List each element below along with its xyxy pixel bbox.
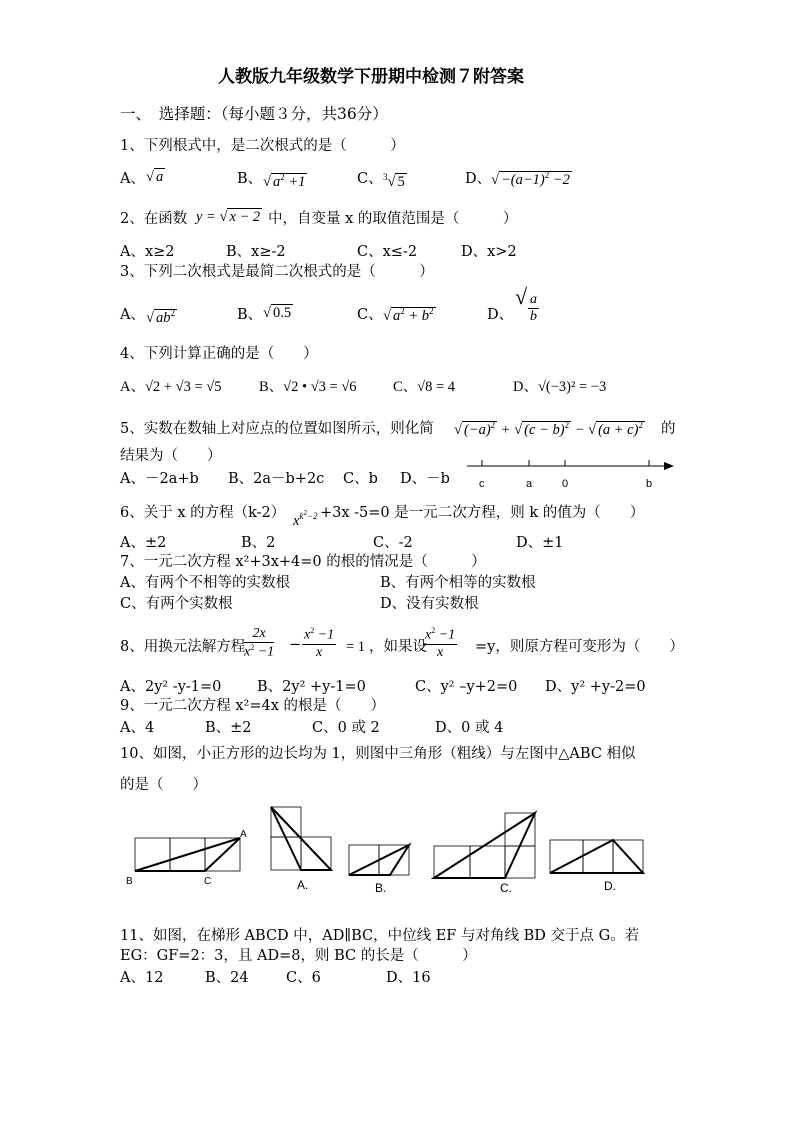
- q1-option-d-label: D、: [465, 171, 492, 187]
- axis-label-0: 0: [562, 478, 569, 490]
- q8-option-c: C、y² –y+2=0: [415, 679, 518, 695]
- q1-option-c-label: C、: [357, 171, 383, 187]
- q5-stem-pre: 5、实数在数轴上对应点的位置如图所示，则化简: [120, 421, 434, 437]
- q7-option-a: A、有两个不相等的实数根: [120, 575, 290, 591]
- q4-option-d: D、√(−3)² = −3: [513, 379, 607, 395]
- option-a-figure: [271, 807, 331, 870]
- q7-option-c: C、有两个实数根: [120, 596, 233, 612]
- q9-option-b: B、±2: [205, 720, 252, 736]
- axis-label-a: a: [526, 478, 533, 490]
- q5-stem-post: 的: [661, 421, 676, 437]
- q4-stem: 4、下列计算正确的是（ ）: [120, 346, 318, 362]
- q5-option-d: D、－b: [400, 471, 450, 487]
- q11-option-d: D、16: [386, 970, 431, 986]
- q9-option-c: C、0 或 2: [312, 720, 380, 736]
- q3-option-d-root: √: [515, 284, 528, 309]
- q11-option-b: B、24: [205, 970, 249, 986]
- q5-number-line: [462, 452, 682, 492]
- q2-option-d: D、x>2: [461, 244, 517, 260]
- q5-expression: √ $(-a)^2$ + √ $(c - b)^2$ − √ $(a + c)^2$: [454, 420, 643, 438]
- q3-option-c-expr: √ $a^2 + b^2$: [383, 306, 434, 324]
- q5-option-b: B、2a－b+2c: [228, 471, 325, 487]
- q6-stem-post: +3x -5=0 是一元二次方程，则 k 的值为（ ）: [320, 505, 645, 521]
- q3-option-a-label: A、: [120, 307, 145, 323]
- q3-option-b-expr: √ 0.5: [263, 305, 292, 321]
- option-d-label: D.: [604, 879, 616, 893]
- q1-option-b-label: B、: [237, 171, 263, 187]
- option-c-figure: [434, 813, 535, 878]
- option-c-label: C.: [500, 881, 512, 895]
- q8-fraction-1: $\frac{2x}{x^2 -1}$: [244, 626, 275, 660]
- q8-minus: −: [289, 637, 302, 653]
- q6-power: $x^{k^2-2}$: [293, 509, 318, 529]
- q4-option-a: A、√2 + √3 = √5: [120, 379, 222, 395]
- q8-equals-one: = 1: [346, 639, 366, 655]
- option-b-figure: [349, 845, 409, 875]
- q2-stem-post: 中，自变量 x 的取值范围是（ ）: [268, 211, 518, 227]
- q11-stem-line2: EG：GF=2：3，且 AD=8，则 BC 的长是（ ）: [120, 948, 477, 964]
- q4-option-c: C、√8 = 4: [393, 379, 456, 395]
- q2-option-a: A、x≥2: [120, 244, 175, 260]
- q7-option-d: D、没有实数根: [380, 596, 479, 612]
- option-a-label: A.: [297, 878, 309, 892]
- q3-option-b-label: B、: [237, 307, 263, 323]
- option-b-label: B.: [375, 881, 387, 895]
- q4-option-b: B、√2 • √3 = √6: [259, 379, 357, 395]
- q10-stem: 10、如图，小正方形的边长均为 1，则图中三角形（粗线）与左图中△ABC 相似: [120, 746, 636, 762]
- q6-stem-pre: 6、关于 x 的方程（k-2）: [120, 505, 286, 521]
- axis-label-c: c: [479, 478, 485, 490]
- q8-stem-pre: 8、用换元法解方程: [120, 639, 246, 655]
- q1-option-c-expr: $^3$√ 5: [383, 172, 405, 190]
- q3-stem: 3、下列二次根式是最简二次根式的是（ ）: [120, 264, 434, 280]
- q3-option-a-expr: √ $ab^2$: [146, 308, 175, 326]
- q2-stem-pre: 2、在函数: [120, 211, 188, 227]
- q3-option-d-fraction: $\frac{a}{b}$: [530, 292, 537, 324]
- q8-fraction-2: $\frac{x^2 -1}{x}$: [304, 626, 335, 660]
- axis-label-b: b: [646, 478, 653, 490]
- q7-stem: 7、一元二次方程 x²+3x+4=0 的根的情况是（ ）: [120, 554, 486, 570]
- q1-stem: 1、下列根式中，是二次根式的是（ ）: [120, 138, 405, 154]
- q8-option-d: D、y² +y-2=0: [545, 679, 646, 695]
- q9-stem: 9、一元二次方程 x²=4x 的根是（ ）: [120, 698, 385, 714]
- q6-option-a: A、±2: [120, 535, 167, 551]
- q1-option-a-expr: √ a: [146, 169, 164, 185]
- section-heading: 一、 选择题：（每小题３分，共36分）: [120, 105, 388, 123]
- q2-function: y = √ x − 2: [196, 209, 261, 225]
- q11-option-c: C、6: [286, 970, 321, 986]
- triangle-abc-figure: [135, 838, 240, 871]
- q1-option-a-label: A、: [120, 171, 145, 187]
- q8-stem-mid: ，如果设: [369, 639, 427, 655]
- q5-option-a: A、－2a+b: [120, 471, 199, 487]
- q8-option-b: B、2y² +y-1=0: [257, 679, 366, 695]
- q10-stem-line2: 的是（ ）: [120, 777, 207, 793]
- option-d-figure: [550, 840, 643, 873]
- q11-option-a: A、12: [120, 970, 164, 986]
- q6-option-d: D、±1: [516, 535, 564, 551]
- q9-option-a: A、4: [120, 720, 155, 736]
- q6-option-b: B、2: [241, 535, 276, 551]
- q9-option-d: D、0 或 4: [435, 720, 504, 736]
- q11-stem: 11、如图，在梯形 ABCD 中，AD∥BC，中位线 EF 与对角线 BD 交于点 G。若: [120, 928, 640, 944]
- q1-option-b-expr: √ $a^2 +1$: [263, 172, 306, 190]
- page-title: 人教版九年级数学下册期中检测７附答案: [218, 67, 524, 87]
- q8-option-a: A、2y² -y-1=0: [120, 679, 222, 695]
- q2-option-c: C、x≤-2: [357, 244, 418, 260]
- q1-option-d-expr: √ $-(a-1)^2 -2$: [491, 170, 570, 188]
- q5-option-c: C、b: [343, 471, 378, 487]
- vertex-b-label: B: [126, 876, 133, 887]
- q3-option-c-label: C、: [357, 307, 383, 323]
- q5-stem-line2: 结果为（ ）: [120, 448, 222, 464]
- q7-option-b: B、有两个相等的实数根: [380, 575, 536, 591]
- q6-option-c: C、-2: [373, 535, 413, 551]
- vertex-c-label: C: [204, 876, 212, 887]
- q8-substitution: $\frac{x^2 -1}{x}$: [425, 626, 456, 660]
- q10-similar-triangles-figure: [120, 800, 680, 900]
- vertex-a-label: A: [240, 829, 247, 840]
- q3-option-d-label: D、: [487, 307, 514, 323]
- q2-option-b: B、x≥-2: [226, 244, 286, 260]
- q8-stem-post: =y，则原方程可变形为（ ）: [475, 639, 684, 655]
